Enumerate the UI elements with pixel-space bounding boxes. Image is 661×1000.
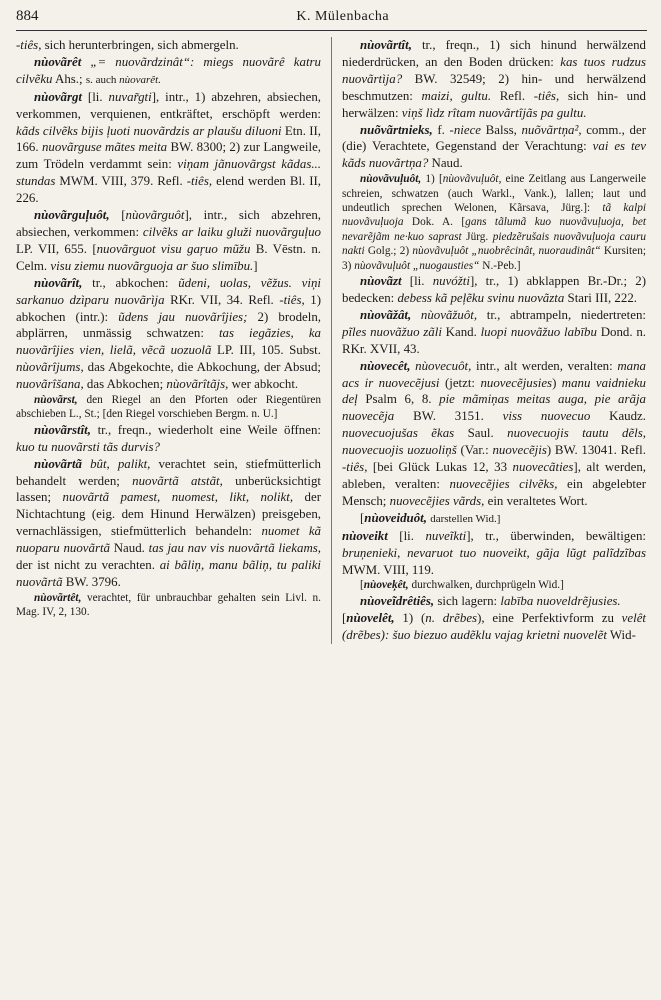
dictionary-entry [342, 358, 646, 510]
dictionary-entry [342, 610, 646, 644]
entry-text: ein abgelebter Mensch; [342, 476, 646, 508]
entry-headword: nùovãrgt [34, 89, 82, 104]
entry-text: Refl. [491, 88, 534, 103]
entry-text: nuovecẽjies cilvẽks, [449, 476, 558, 491]
entry-text: nùovãrîjums, [16, 360, 84, 375]
entry-text: BW. 8300; 2) zur Langweile, zum Trödeln verdammt sein: [16, 140, 322, 172]
dictionary-entry [342, 578, 646, 592]
entry-text: kuo tu nuovãrsti tãs durvis? [16, 439, 160, 454]
entry-text: nuovãrîšana, [16, 377, 84, 392]
entry-text: sich hin- und herwälzen: [342, 88, 646, 120]
entry-text: das Abgekochte, die Abkochung, der Absud; [83, 360, 321, 375]
entry-headword: nùovãrêt [34, 54, 82, 69]
entry-text: tr., freqn., 1) sich hinund herwälzend niederdrücken, an den Boden drücken: [342, 38, 646, 69]
entry-text: Dond. n. RKr. XVII, 43. [342, 324, 647, 356]
entry-text: ], intr., sich abzehren, absiechen, verkommen: [16, 208, 321, 239]
entry-text: nuovecãties [512, 460, 574, 475]
entry-text: (Var.: [456, 443, 493, 458]
entry-text: mana acs ir nuovecẽjusi [342, 358, 646, 390]
entry-text: bût, palikt, [82, 456, 151, 471]
entry-text: vai es tev kãds nuovãrtņa? [342, 139, 646, 171]
entry-text: Stari III, 222. [564, 291, 637, 305]
entry-text: durchwalken, durchprügeln Wid.] [408, 579, 564, 592]
entry-text: piedzẽrušais nuovãvuļuoja cauru nakti [342, 230, 646, 258]
entry-text: [li. [387, 528, 426, 543]
entry-text: Kursiten; 3) [342, 245, 646, 272]
entry-text: nuovãrguse mãtes meita [41, 140, 168, 155]
entry-text: n. drẽbes [425, 610, 478, 625]
entry-text: velêt (drẽbes): šuo biezuo audẽklu vajag krietni nuovelẽt [342, 610, 646, 642]
entry-text: labība nuoveldrẽjusies. [500, 593, 621, 608]
entry-text: debess kã peļẽku svinu nuovãzta [397, 291, 565, 305]
text-columns [16, 37, 647, 644]
entry-text: kas tuos rudzus nuovãrtìja? [342, 54, 646, 86]
entry-text: [li. [401, 274, 433, 289]
entry-text: bruņenieki, nevaruot tuo nuoveikt, gãja lũgt palĩdzĩbas [342, 545, 646, 560]
entry-text: N.-Peb.] [479, 259, 521, 272]
entry-text: pie mãmiņas meitas auga, pie arãja nuovecẽja [342, 392, 646, 424]
entry-text: der ist nicht zu verachten. [16, 558, 160, 573]
dictionary-entry [16, 456, 321, 591]
entry-text: -niece [449, 122, 482, 137]
entry-text: nùovãvuļuôt „nuogausties“ [354, 259, 480, 272]
entry-text: verachtet sein, stiefmütterlich behandelt werden; [16, 456, 321, 488]
entry-text: BW. 3151. [394, 409, 503, 424]
entry-text: tr., abtrampeln, niedertreten: [477, 307, 646, 322]
entry-headword: nùovãrstît, [34, 422, 91, 437]
entry-text: [ [109, 208, 126, 223]
dictionary-entry [342, 172, 646, 273]
entry-text: ], alt werden, ableben, veralten: [342, 460, 646, 491]
entry-headword: nùovãvuļuôt, [360, 173, 422, 186]
entry-headword: nùoveikt [342, 528, 388, 543]
entry-headword: nùovãžât, [360, 307, 412, 322]
entry-text: ] [253, 258, 258, 273]
entry-text: BW. 3796. [62, 575, 121, 589]
entry-text: Golg.; 2) [364, 245, 413, 258]
entry-text: Naud. [428, 156, 463, 171]
entry-text: LP. III, 105. Subst. [211, 343, 321, 358]
entry-text: s. auch [85, 73, 120, 86]
entry-text: ein veraltetes Wort. [484, 493, 588, 508]
dictionary-entry [16, 422, 321, 456]
entry-text: ], tr., überwinden, bewältigen: [466, 528, 646, 543]
entry-text: BW. 32549; 2) hin- und herwälzend beschmutzen: [342, 71, 646, 103]
page-number: 884 [16, 8, 39, 24]
entry-text: viņam jãnuovãrgst kãdas... stundas [16, 157, 321, 189]
entry-text: maizi, gultu. [421, 88, 492, 103]
entry-text: ai bãliņ, manu bãliņ, tu paliki nuovãrtã [16, 558, 321, 589]
entry-text: -tiês, [342, 460, 368, 475]
entry-headword: nùoveĩdrêtiês, [360, 593, 435, 608]
entry-text: ) [552, 375, 562, 390]
entry-text: nùovãžuôt, [420, 307, 478, 322]
entry-headword: nùoveiduôt, [364, 510, 427, 525]
dictionary-entry [16, 37, 321, 54]
entry-text: ũdeni, uolas, vẽžus. viņi sarkanuo dzìparu nuovãrìja [16, 275, 321, 307]
entry-text: nuvar̃gti [108, 89, 152, 104]
entry-text: nuveĩkti [425, 528, 467, 543]
entry-text: „= nuovãrdzinât“: miegs nuovãrê katru cilvẽku [16, 54, 321, 86]
entry-text: tã kalpi nuovãvuļuoja [342, 202, 646, 229]
dictionary-entry [342, 273, 646, 307]
entry-text: das Abkochen; [83, 377, 167, 392]
entry-text: eine Zeitlang aus Langerweile schreien, schwatzen (auch Warkl., Vank.), lallen; laut und undeutlich sprechen Welonen, Kãrsava, Jürg.]: [342, 173, 646, 215]
entry-text: [li. [82, 89, 109, 104]
dictionary-entry [16, 393, 321, 422]
entry-text: gans tãlumã kuo nuovãvuļuoja, bet nevarẽjãm ne·kuo saprast [342, 216, 647, 243]
entry-text: den Riegel an den Pforten oder Riegentüren abschieben L., St.; [den Riegel vorschieben Bergm. n. U.] [16, 394, 321, 421]
dictionary-entry [342, 307, 646, 358]
dictionary-entry [16, 591, 321, 620]
entry-text: nuovãrtã pamest, nuomest, likt, nolikt, [62, 490, 294, 505]
entry-text: ) BW. 13041. Refl. [546, 443, 646, 458]
page-header [16, 8, 647, 31]
entry-text: nùovarêt. [119, 73, 161, 86]
entry-text: 1) abkochen (intr.): [16, 292, 321, 324]
entry-text: der Nichtachtung (eig. dem Hinund Herwälzen) preisgeben, vernachlässigen, stiefmütterlich behandeln: [16, 490, 322, 539]
entry-headword: nùovãzt [360, 274, 402, 289]
entry-text: Psalm 6, 8. [357, 392, 440, 407]
entry-headword: nùoveķêt, [363, 579, 409, 592]
entry-text: MWM. VIII, 379. Refl. [55, 174, 187, 189]
entry-text: Etn. II, 166. [16, 123, 321, 155]
entry-text: kãds cilvẽks bijis ļuoti nuovãrdzis ar plaušu diluoni [16, 123, 282, 138]
entry-text: intr., alt werden, veralten: [471, 358, 618, 373]
entry-text: tiês, [20, 38, 42, 52]
entry-text: nuomet kã nuoparu nuovãrtã [16, 524, 321, 556]
entry-text: nùovecuôt, [415, 358, 472, 373]
entry-text: ], intr., 1) abzehren, absiechen, verkommen, verquienen, entkräftet, erschöpft werden: [16, 89, 322, 121]
entry-text: nuovãrguot visu gaŗuo mũžu [96, 241, 251, 256]
entry-headword: nùovãrguļuôt, [34, 208, 110, 223]
entry-text [411, 308, 421, 322]
entry-headword: nùovãrtã [34, 456, 82, 471]
entry-text: LP. VII, 655. [ [16, 241, 97, 256]
entry-text: Saul. [454, 426, 508, 441]
entry-text: ), eine Perfektivform zu [477, 610, 622, 625]
entry-text: nuovecuojis tautu dẽls, nuovecuojis uozuoliņš [342, 426, 646, 458]
entry-text: RKr. VII, 34. Refl. [164, 292, 280, 307]
entry-text: ], tr., 1) abklappen Br.-Dr.; 2) bedecken: [342, 274, 646, 305]
entry-text: verachtet, für unbrauchbar gehalten sein Livl. n. Mag. IV, 2, 130. [16, 591, 321, 619]
entry-text: 1) ( [394, 610, 426, 625]
entry-text: nuvóžti [432, 274, 470, 289]
entry-text: Kaudz. [590, 409, 646, 424]
running-title: K. Mülenbacha [296, 9, 390, 24]
entry-text: (jetzt: [439, 375, 481, 390]
entry-text: -tiês, [533, 88, 560, 103]
entry-text: nùovãrîtãjs, [166, 377, 229, 392]
entry-text: Kand. [441, 324, 481, 339]
entry-headword: nùovãrît, [34, 275, 83, 290]
entry-text: 2) brodeln, abplärren, unmässig schwatzen: [16, 309, 321, 341]
entry-text: [bei Glück Lukas 12, 33 [367, 460, 513, 475]
entry-text: nuovecẽjis [492, 443, 547, 458]
right-column [331, 37, 646, 644]
dictionary-entry [342, 528, 646, 579]
dictionary-entry [16, 54, 321, 89]
entry-text: [ [360, 579, 364, 592]
entry-text: nuovecẽjies vãrds, [389, 493, 485, 508]
dictionary-entry [16, 275, 321, 393]
entry-headword: nùovelêt, [346, 610, 395, 625]
entry-text: Balss, [481, 122, 522, 137]
entry-text: viss nuovecuo [502, 409, 591, 424]
entry-text: sich lagern: [434, 593, 501, 608]
entry-text: nùovãvuļuôt, [442, 173, 502, 186]
entry-text: f. [432, 122, 450, 137]
entry-text: Ahs.; [52, 71, 86, 86]
entry-text: MWM. VIII, 119. [342, 562, 435, 577]
entry-text: - [16, 38, 21, 52]
entry-text: darstellen Wid.] [430, 512, 501, 525]
entry-text: Jürg. [461, 230, 493, 243]
dictionary-entry [342, 593, 646, 610]
entry-text: Dok. A. [ [403, 216, 466, 229]
entry-text: ũdens jau nuovãrîjies; [118, 309, 248, 324]
entry-text: -tiês, [186, 174, 213, 189]
entry-text: elend werden Bl. II, 226. [16, 174, 322, 206]
entry-text: visu ziemu nuovãrguoja ar šuo slimību. [50, 258, 254, 273]
dictionary-entry [342, 510, 646, 528]
entry-text: pĩles nuovãžuo zãli [342, 324, 442, 339]
dictionary-entry [16, 207, 321, 275]
entry-text: Naud. [110, 541, 149, 556]
entry-headword: nùovãrtêt, [34, 591, 82, 604]
entry-headword: nùovãrtît, [360, 38, 412, 52]
entry-text: [ [360, 510, 365, 525]
entry-text: tr., freqn., wiederholt eine Weile öffnen: [90, 422, 321, 437]
entry-text: nuõvãrtņa², [521, 122, 582, 137]
entry-text: luopi nuovãžuo labību [480, 324, 597, 339]
entry-text: cilvẽks ar laiku gluži nuovãrguļuo [142, 224, 321, 239]
entry-text: tr., abkochen: [82, 275, 179, 290]
dictionary-entry [342, 37, 646, 122]
entry-text: viņš lìdz rîtam nuovãrtîjãs pa gultu. [401, 105, 587, 120]
entry-text: manu vaidnieku deļ [342, 375, 646, 407]
entry-text: tas iegãzies, ka nuovãrîjies vien, lielã, vẽcã uozuolã [16, 326, 321, 358]
entry-headword: nùovãrst, [34, 394, 78, 407]
entry-text: nuovecẽjusies [480, 375, 553, 390]
entry-text: nùovãvuļuôt „nuobrêcinât, nuoraudinât“ [412, 245, 601, 258]
entry-text: Wid- [606, 627, 636, 642]
entry-text: wer abkocht. [228, 377, 299, 392]
entry-text: [ [342, 610, 347, 625]
entry-text: nuovãrtã atstãt, [132, 473, 223, 488]
dictionary-entry [16, 89, 321, 207]
entry-text: nùovãrguôt [125, 208, 185, 223]
dictionary-entry [342, 122, 646, 173]
entry-text: sich herunterbringen, sich abmergeln. [41, 38, 239, 52]
entry-headword: nùovecêt, [360, 358, 411, 373]
entry-text: 1) [ [421, 173, 443, 186]
entry-text: B. Vēstn. n. Celm. [16, 241, 321, 273]
left-column [16, 37, 331, 644]
entry-text: nuovecuojušas ẽkas [342, 426, 455, 441]
entry-text: comm., der (die) Verachtete, Gegenstand der Verachtung: [342, 122, 646, 154]
entry-text: tas jau nav vis nuovãrtã liekams, [148, 541, 321, 556]
entry-text: unberücksichtigt lassen; [16, 473, 321, 505]
entry-headword: nuõvãrtnieks, [360, 122, 433, 137]
entry-text: -tiês, [279, 292, 305, 307]
